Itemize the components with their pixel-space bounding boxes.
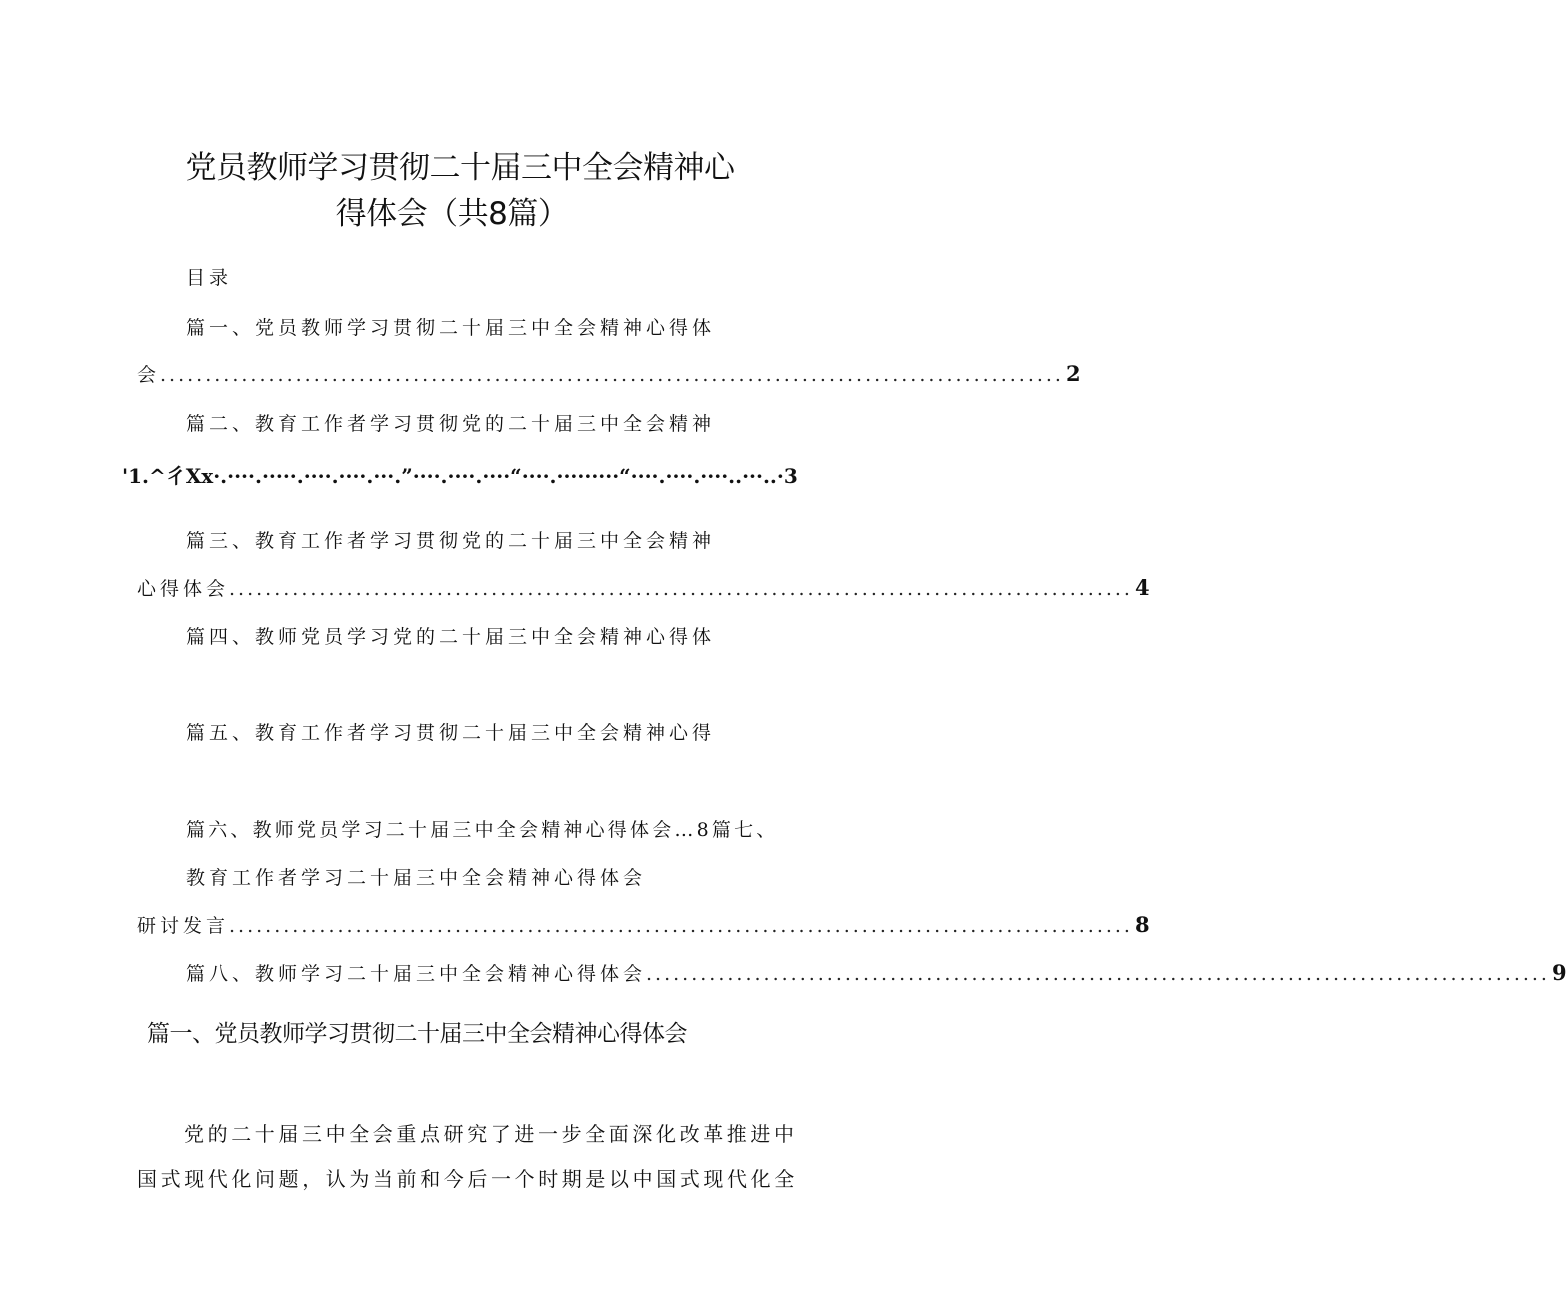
document-title-line-2: 得体会（共8篇）	[335, 196, 569, 232]
toc-entry-2-garbled-line[interactable]: '1.^彳Xx·.····.·····.····.····.···.”····.····.····“····.·········“····.····.····..···..·3	[122, 464, 798, 488]
toc-entry-1-line-2[interactable]	[137, 360, 1081, 387]
body-paragraph-line-2: 国式现代化问题，认为当前和今后一个时期是以中国式现代化全	[137, 1167, 798, 1191]
toc-entry-7-page: 8	[1134, 912, 1150, 937]
toc-entry-5[interactable]: 篇五、教育工作者学习贯彻二十届三中全会精神心得	[186, 722, 716, 744]
toc-entry-7-tail: 研讨发言	[137, 915, 230, 937]
toc-entry-8-text: 篇八、教师学习二十届三中全会精神心得体会	[186, 963, 647, 985]
toc-entry-8[interactable]	[186, 959, 1567, 986]
document-title-line-1: 党员教师学习贯彻二十届三中全会精神心	[185, 150, 735, 186]
toc-entry-3-line-2[interactable]	[137, 574, 1150, 601]
toc-entry-1-line-1[interactable]: 篇一、党员教师学习贯彻二十届三中全会精神心得体	[186, 317, 716, 339]
toc-entry-3-page: 4	[1134, 575, 1150, 600]
section-1-heading: 篇一、党员教师学习贯彻二十届三中全会精神心得体会	[147, 1021, 687, 1047]
toc-entry-7-line-2[interactable]: 教育工作者学习二十届三中全会精神心得体会	[186, 867, 647, 889]
toc-entry-4[interactable]: 篇四、教师党员学习党的二十届三中全会精神心得体	[186, 626, 716, 648]
toc-entry-2-line-1[interactable]: 篇二、教育工作者学习贯彻党的二十届三中全会精神	[186, 413, 716, 435]
dot-leader: ....................................................................................................	[229, 915, 1133, 937]
toc-entry-1-page: 2	[1065, 361, 1081, 386]
dot-leader: ....................................................................................................	[646, 963, 1550, 985]
toc-entry-6[interactable]: 篇六、教师党员学习二十届三中全会精神心得体会…8篇七、	[186, 819, 779, 841]
body-paragraph-line-1: 党的二十届三中全会重点研究了进一步全面深化改革推进中	[184, 1122, 798, 1146]
toc-entry-8-page: 9	[1551, 960, 1567, 985]
toc-entry-3-tail: 心得体会	[137, 578, 230, 600]
dot-leader: ....................................................................................................	[160, 364, 1064, 386]
dot-leader: ....................................................................................................	[229, 578, 1133, 600]
toc-entry-7-line-3[interactable]	[137, 911, 1150, 938]
toc-entry-1-tail: 会	[137, 364, 161, 386]
toc-entry-3-line-1[interactable]: 篇三、教育工作者学习贯彻党的二十届三中全会精神	[186, 530, 716, 552]
toc-heading: 目录	[186, 267, 233, 289]
